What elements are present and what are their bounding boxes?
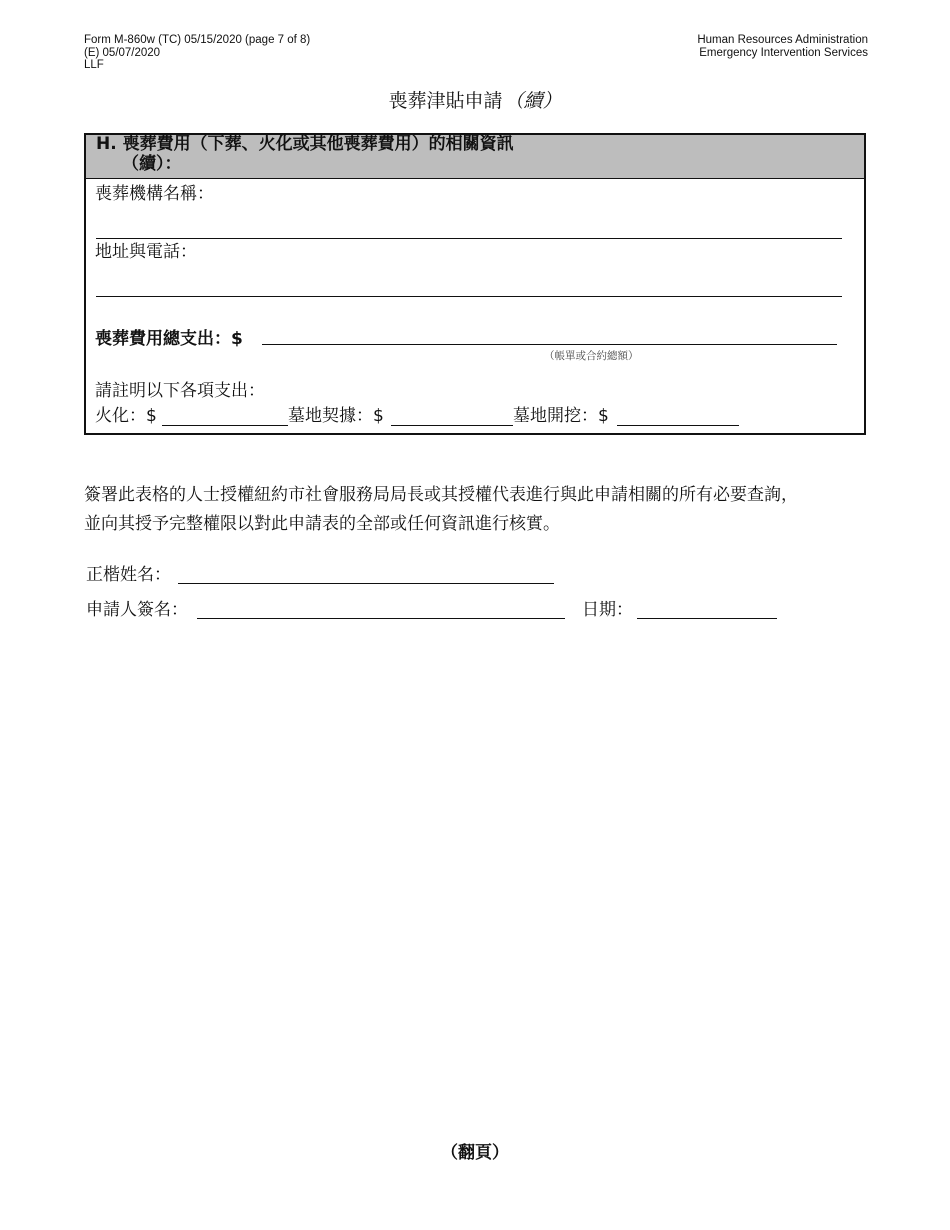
- cemetery-deed-field[interactable]: [391, 425, 513, 426]
- authorization-paragraph: [84, 481, 884, 539]
- authorization-line-2: 並向其授予完整權限以對此申請表的全部或任何資訊進行核實。: [84, 514, 560, 534]
- form-code: LLF: [84, 59, 104, 71]
- form-number: Form M-860w (TC) 05/15/2020 (page 7 of 8): [84, 34, 311, 46]
- turn-page-note: （翻頁）: [441, 1143, 509, 1163]
- date-field[interactable]: [637, 618, 777, 619]
- section-h-heading: H. 喪葬費用（下葬、火化或其他喪葬費用）的相關資訊: [96, 134, 514, 154]
- total-cost-field[interactable]: [262, 344, 837, 345]
- agency-block: [560, 34, 868, 59]
- page-title-main: 喪葬津貼申請: [388, 90, 503, 112]
- cremation-label: 火化：$: [95, 406, 157, 426]
- form-id-block: [84, 34, 310, 72]
- print-name-label: 正楷姓名：: [86, 565, 171, 585]
- section-h-box: [84, 133, 866, 435]
- date-label: 日期：: [582, 600, 633, 620]
- total-cost-note: （帳單或合約總額）: [544, 350, 639, 362]
- cremation-field[interactable]: [162, 425, 288, 426]
- section-h-header: [86, 135, 864, 179]
- signature-label: 申請人簽名：: [86, 600, 188, 620]
- funeral-home-field[interactable]: [96, 238, 842, 239]
- total-cost-label: 喪葬費用總支出：$: [95, 329, 243, 349]
- address-phone-label: 地址與電話：: [95, 242, 197, 262]
- signature-field[interactable]: [197, 618, 565, 619]
- address-phone-field[interactable]: [96, 296, 842, 297]
- form-english-date: (E) 05/07/2020: [84, 46, 161, 59]
- page-title: [0, 86, 950, 113]
- authorization-line-1: 簽署此表格的人士授權紐約市社會服務局局長或其授權代表進行與此申請相關的所有必要查詢，: [84, 485, 798, 505]
- itemize-label: 請註明以下各項支出：: [95, 381, 265, 401]
- section-h-heading-continued: （續）：: [122, 154, 182, 174]
- grave-opening-field[interactable]: [617, 425, 739, 426]
- funeral-home-label: 喪葬機構名稱：: [95, 184, 214, 204]
- agency-name: Human Resources Administration: [697, 34, 868, 46]
- print-name-field[interactable]: [178, 583, 554, 584]
- agency-division: Emergency Intervention Services: [699, 46, 868, 59]
- grave-opening-label: 墓地開挖：$: [513, 406, 609, 426]
- page-title-continued: （續）: [504, 90, 562, 112]
- cemetery-deed-label: 墓地契據：$: [288, 406, 384, 426]
